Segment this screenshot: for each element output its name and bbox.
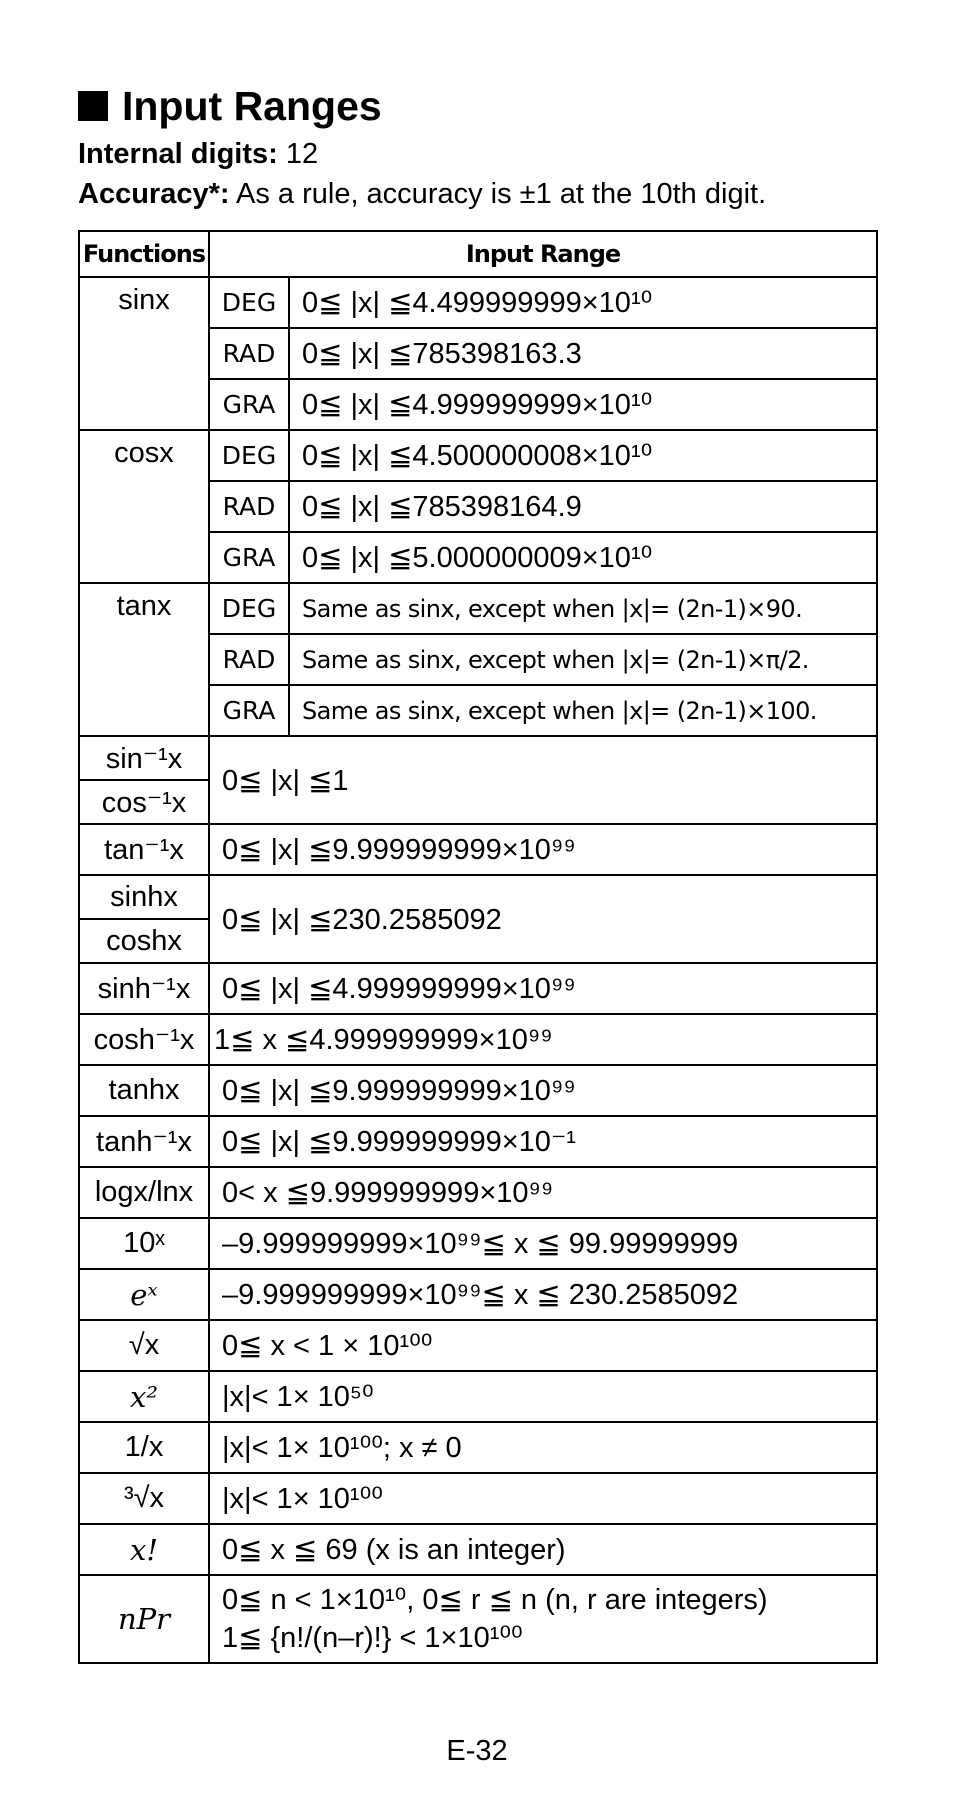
- mode-rad: RAD: [209, 328, 289, 379]
- page-number: E-32: [446, 1735, 508, 1767]
- fn-square: x²: [79, 1371, 209, 1422]
- range-cell: 0≦ |x| ≦9.999999999×10⁹⁹: [209, 824, 877, 875]
- range-cell: 0< x ≦9.999999999×10⁹⁹: [209, 1167, 877, 1218]
- fn-atan: tan⁻¹x: [79, 824, 209, 875]
- header-input-range: Input Range: [209, 231, 877, 277]
- table-row: [79, 1269, 877, 1320]
- fn-factorial: x!: [79, 1524, 209, 1575]
- mode-deg: DEG: [209, 277, 289, 328]
- range-cell: Same as sinx, except when |x|= (2n-1)×π/2.: [289, 634, 877, 685]
- table-row: [79, 277, 877, 328]
- range-cell: 0≦ |x| ≦1: [209, 736, 877, 824]
- range-cell: 0≦ |x| ≦9.999999999×10⁻¹: [209, 1116, 877, 1167]
- table-row: [79, 1371, 877, 1422]
- range-cell: 0≦ x ≦ 69 (x is an integer): [209, 1524, 877, 1575]
- table-row: [79, 1014, 877, 1065]
- table-row: [79, 1320, 877, 1371]
- internal-digits-line: [78, 134, 878, 174]
- range-cell-npr: [209, 1575, 877, 1663]
- range-cell: |x|< 1× 10¹⁰⁰; x ≠ 0: [209, 1422, 877, 1473]
- fn-asin: sin⁻¹x: [79, 736, 209, 780]
- range-cell: 0≦ |x| ≦230.2585092: [209, 875, 877, 963]
- range-cell: 0≦ |x| ≦785398164.9: [289, 481, 877, 532]
- npr-range-line-1: 0≦ n < 1×10¹⁰, 0≦ r ≦ n (n, r are integers): [222, 1584, 768, 1616]
- table-row: [79, 1575, 877, 1663]
- fn-asinh: sinh⁻¹x: [79, 963, 209, 1014]
- mode-gra: GRA: [209, 685, 289, 736]
- section-title: [78, 78, 878, 134]
- range-cell: 1≦ x ≦4.999999999×10⁹⁹: [209, 1014, 877, 1065]
- mode-gra: GRA: [209, 379, 289, 430]
- table-row: [79, 1218, 877, 1269]
- input-ranges-table: [78, 230, 878, 1664]
- mode-gra: GRA: [209, 532, 289, 583]
- range-cell: 0≦ |x| ≦4.999999999×10⁹⁹: [209, 963, 877, 1014]
- fn-pow10: 10ˣ: [79, 1218, 209, 1269]
- range-cell: |x|< 1× 10⁵⁰: [209, 1371, 877, 1422]
- table-row: [79, 430, 877, 481]
- range-cell: –9.999999999×10⁹⁹≦ x ≦ 230.2585092: [209, 1269, 877, 1320]
- accuracy-text: As a rule, accuracy is ±1 at the 10th digit.: [236, 178, 767, 210]
- header-functions: Functions: [79, 231, 209, 277]
- table-row: [79, 1167, 877, 1218]
- fn-acos: cos⁻¹x: [79, 780, 209, 824]
- accuracy-line: [78, 174, 878, 214]
- range-cell: 0≦ |x| ≦785398163.3: [289, 328, 877, 379]
- range-cell: 0≦ x < 1 × 10¹⁰⁰: [209, 1320, 877, 1371]
- fn-atanh: tanh⁻¹x: [79, 1116, 209, 1167]
- table-row: [79, 1422, 877, 1473]
- range-cell: 0≦ |x| ≦5.000000009×10¹⁰: [289, 532, 877, 583]
- fn-tanh: tanhx: [79, 1065, 209, 1116]
- range-cell: 0≦ |x| ≦9.999999999×10⁹⁹: [209, 1065, 877, 1116]
- fn-cos: cosx: [79, 430, 209, 583]
- mode-deg: DEG: [209, 583, 289, 634]
- npr-range-line-2: 1≦ {n!/(n–r)!} < 1×10¹⁰⁰: [222, 1622, 523, 1654]
- fn-sqrt: √x: [79, 1320, 209, 1371]
- table-header: [79, 231, 877, 277]
- table-row: [79, 963, 877, 1014]
- square-bullet-icon: [78, 91, 108, 121]
- range-cell: Same as sinx, except when |x|= (2n-1)×100.: [289, 685, 877, 736]
- accuracy-label: Accuracy*:: [78, 178, 230, 210]
- internal-digits-value: 12: [285, 138, 319, 170]
- mode-deg: DEG: [209, 430, 289, 481]
- fn-cbrt: ³√x: [79, 1473, 209, 1524]
- range-cell: |x|< 1× 10¹⁰⁰: [209, 1473, 877, 1524]
- fn-tan: tanx: [79, 583, 209, 736]
- page: [78, 78, 878, 1664]
- section-title-text: Input Ranges: [122, 83, 382, 129]
- range-cell: –9.999999999×10⁹⁹≦ x ≦ 99.99999999: [209, 1218, 877, 1269]
- range-cell: 0≦ |x| ≦4.499999999×10¹⁰: [289, 277, 877, 328]
- internal-digits-label: Internal digits:: [78, 138, 278, 170]
- table-row: [79, 1473, 877, 1524]
- fn-cosh: coshx: [79, 919, 209, 963]
- range-cell: 0≦ |x| ≦4.999999999×10¹⁰: [289, 379, 877, 430]
- table-row: [79, 583, 877, 634]
- mode-rad: RAD: [209, 634, 289, 685]
- fn-exp: eˣ: [79, 1269, 209, 1320]
- table-row: [79, 1524, 877, 1575]
- fn-reciprocal: 1/x: [79, 1422, 209, 1473]
- fn-npr: nPr: [79, 1575, 209, 1663]
- fn-sin: sinx: [79, 277, 209, 430]
- mode-rad: RAD: [209, 481, 289, 532]
- table-row: [79, 875, 877, 919]
- range-cell: 0≦ |x| ≦4.500000008×10¹⁰: [289, 430, 877, 481]
- table-row: [79, 824, 877, 875]
- range-cell: Same as sinx, except when |x|= (2n-1)×90.: [289, 583, 877, 634]
- table-row: [79, 1065, 877, 1116]
- table-row: [79, 1116, 877, 1167]
- fn-log: logx/lnx: [79, 1167, 209, 1218]
- table-row: [79, 736, 877, 780]
- fn-sinh: sinhx: [79, 875, 209, 919]
- fn-acosh: cosh⁻¹x: [79, 1014, 209, 1065]
